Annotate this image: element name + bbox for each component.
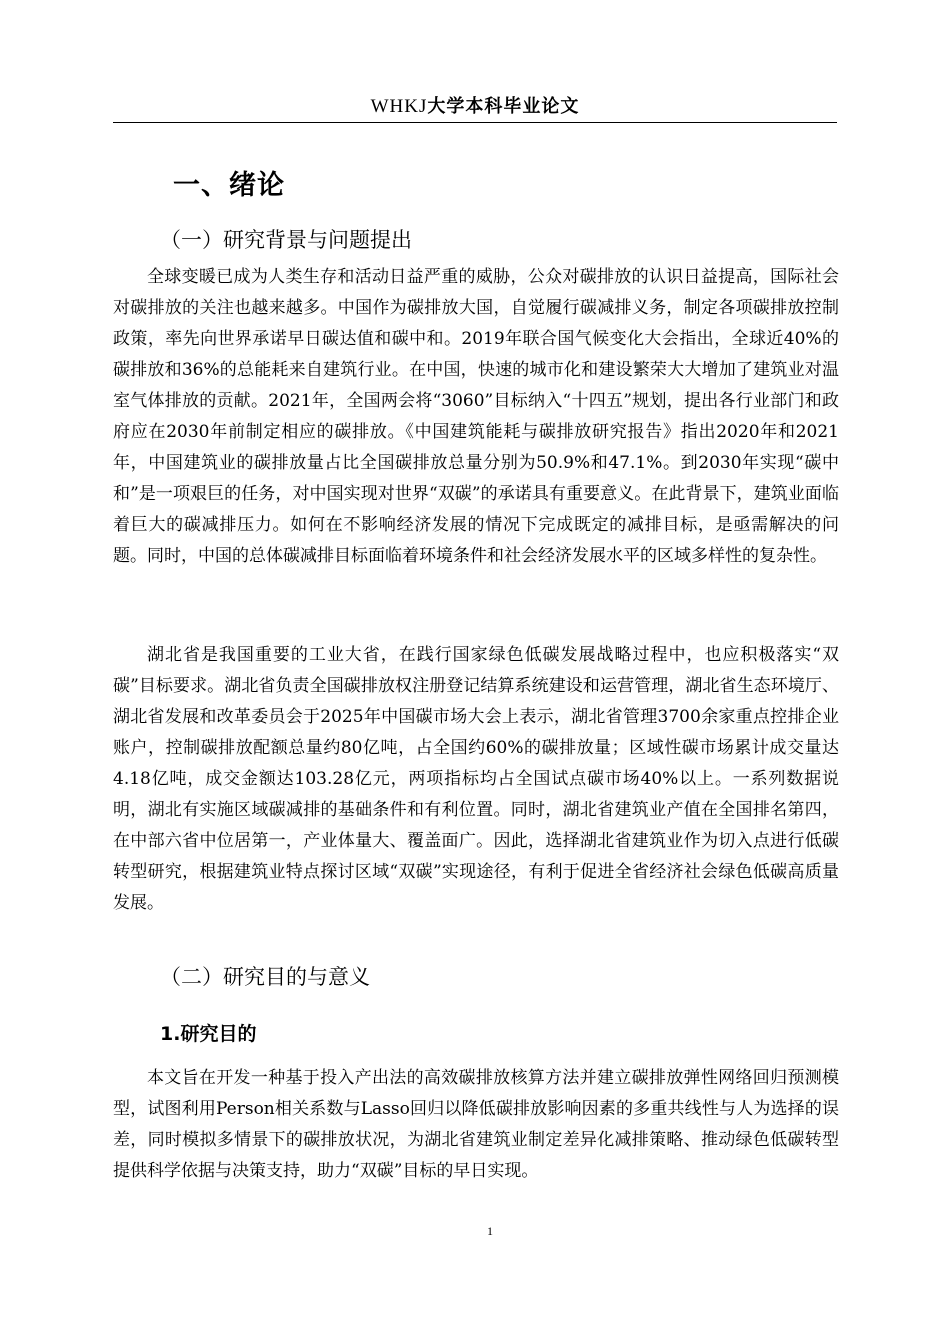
paragraph-purpose: 本文旨在开发一种基于投入产出法的高效碳排放核算方法并建立碳排放弹性网络回归预测模型，试图利用Person相关系数与Lasso回归以降低碳排放影响因素的多重共线性与人为选择的误差，同时模拟多情景下的碳排放状况，为湖北省建筑业制定差异化减排策略、推动绿色低碳转型提供科学依据与决策支持，助力“双碳”目标的早日实现。 — [113, 1068, 839, 1181]
paragraph-background-1: 全球变暖已成为人类生存和活动日益严重的威胁，公众对碳排放的认识日益提高，国际社会对碳排放的关注也越来越多。中国作为碳排放大国，自觉履行碳减排义务，制定各项碳排放控制政策，率先向世界承诺早日碳达值和碳中和。2019年联合国气候变化大会指出，全球近40%的碳排放和36%的总能耗来自建筑行业。在中国，快速的城市化和建设繁荣大大增加了建筑业对温室气体排放的贡献。2021年，全国两会将“3060”目标纳入“十四五”规划，提出各行业部门和政府应在2030年前制定相应的碳排放。《中国建筑能耗与碳排放研究报告》指出2020年和2021年，中国建筑业的碳排放量占比全国碳排放总量分别为50.9%和47.1%。到2030年实现“碳中和”是一项艰巨的任务，对中国实现对世界“双碳”的承诺具有重要意义。在此背景下，建筑业面临着巨大的碳减排压力。如何在不影响经济发展的情况下完成既定的减排目标，是亟需解决的问题。同时，中国的总体碳减排目标面临着环境条件和社会经济发展水平的区域多样性的复杂性。 — [113, 267, 839, 566]
page-header — [113, 94, 837, 123]
section-title-background: （一）研究背景与问题提出 — [160, 228, 412, 252]
chapter-title: 一、绪论 — [173, 170, 285, 201]
section-title-purpose: （二）研究目的与意义 — [160, 965, 370, 989]
paragraph-background-2: 湖北省是我国重要的工业大省，在践行国家绿色低碳发展战略过程中，也应积极落实“双碳”目标要求。湖北省负责全国碳排放权注册登记结算系统建设和运营管理，湖北省生态环境厅、湖北省发展和改革委员会于2025年中国碳市场大会上表示，湖北省管理3700余家重点控排企业账户，控制碳排放配额总量约80亿吨，占全国约60%的碳排放量；区域性碳市场累计成交量达4.18亿吨，成交金额达103.28亿元，两项指标均占全国试点碳市场40%以上。一系列数据说明，湖北有实施区域碳减排的基础条件和有利位置。同时，湖北省建筑业产值在全国排名第四，在中部六省中位居第一，产业体量大、覆盖面广。因此，选择湖北省建筑业作为切入点进行低碳转型研究，根据建筑业特点探讨区域“双碳”实现途径，有利于促进全省经济社会绿色低碳高质量发展。 — [113, 645, 839, 913]
page-number: 1 — [487, 1224, 493, 1238]
header-title: 大学本科毕业论文 — [427, 96, 580, 117]
header-latin: WHKJ — [370, 96, 428, 117]
subsection-title-purpose: 1.研究目的 — [160, 1023, 257, 1045]
